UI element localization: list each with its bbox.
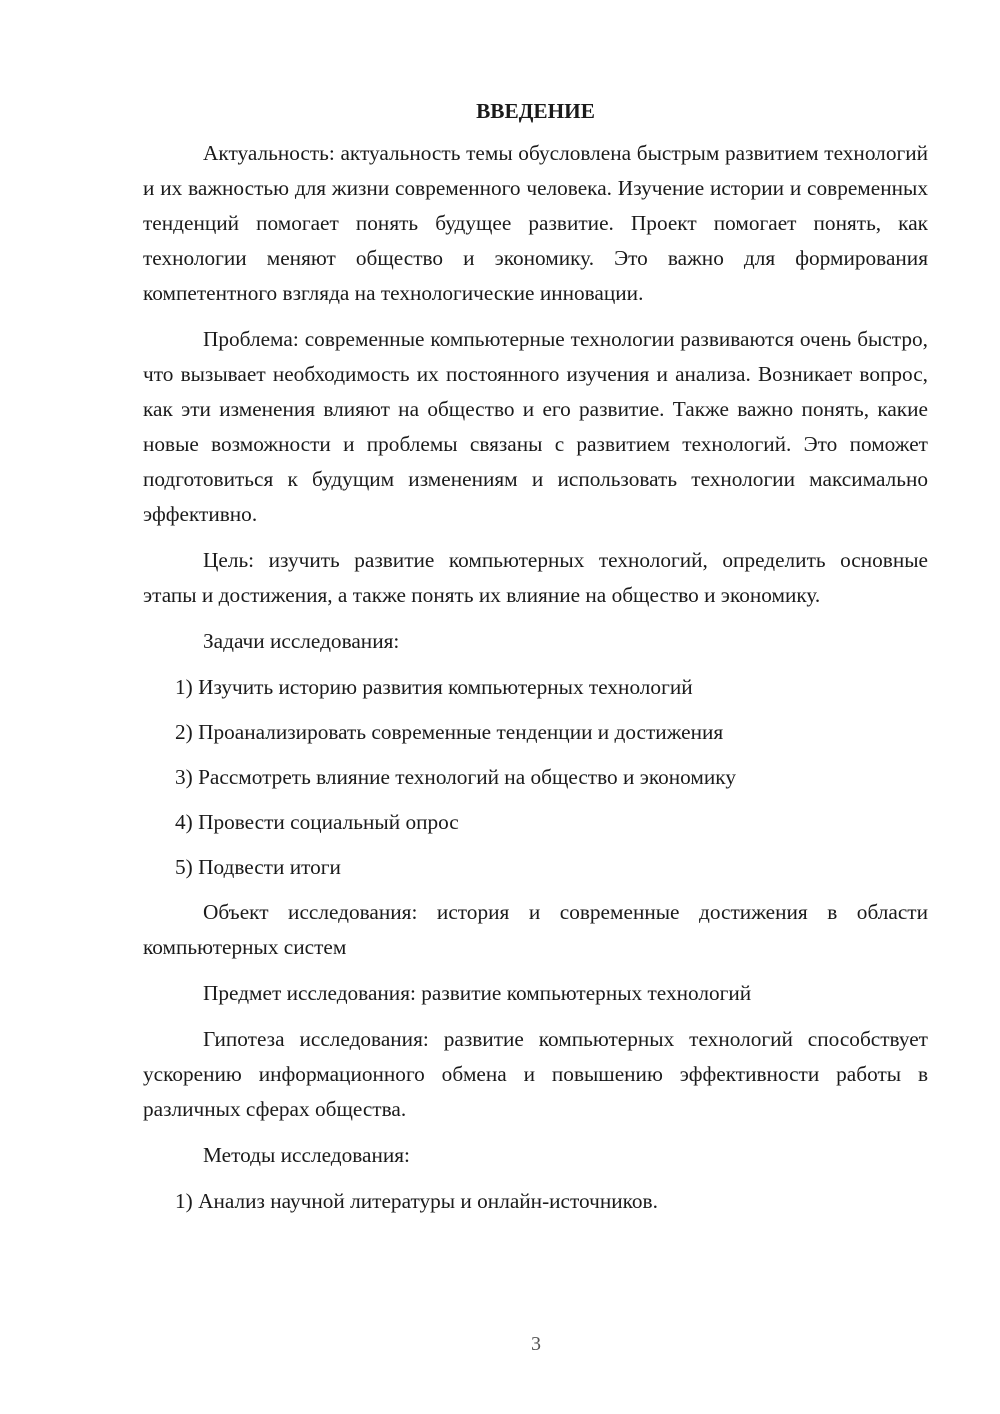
methods-list [143,1184,928,1219]
paragraph-problem: Проблема: современные компьютерные технологии развиваются очень быстро, что вызывает необходимость их постоянного изучения и анализа. Возникает вопрос, как эти изменения влияют на общество и его развитие. Также важно понять, какие новые возможности и проблемы связаны с развитием технологий. Это поможет подготовиться к будущим изменениям и использовать технологии максимально эффективно. [143,327,928,526]
methods-heading: Методы исследования: [203,1143,410,1167]
paragraph-goal: Цель: изучить развитие компьютерных технологий, определить основные этапы и достижения, а также понять их влияние на общество и экономику. [143,548,928,607]
page-number: 3 [531,1333,541,1355]
paragraph-hypothesis: Гипотеза исследования: развитие компьютерных технологий способствует ускорению информационного обмена и повышению эффективности работы в различных сферах общества. [143,1027,928,1121]
list-item: 1) Анализ научной литературы и онлайн-источников. [175,1189,658,1213]
document-body [143,96,928,1229]
list-item: 1) Изучить историю развития компьютерных технологий [175,675,693,699]
tasks-heading: Задачи исследования: [203,629,400,653]
list-item: 2) Проанализировать современные тенденции и достижения [175,720,724,744]
paragraph-subject: Предмет исследования: развитие компьютерных технологий [203,981,752,1005]
paragraph-object: Объект исследования: история и современные достижения в области компьютерных систем [143,900,928,959]
tasks-list [143,670,928,885]
section-title: ВВЕДЕНИЕ [476,99,595,123]
list-item: 4) Провести социальный опрос [175,810,459,834]
list-item: 5) Подвести итоги [175,855,341,879]
paragraph-relevance: Актуальность: актуальность темы обусловлена быстрым развитием технологий и их важностью для жизни современного человека. Изучение истории и современных тенденций помогает понять будущее развитие. Проект помогает понять, как технологии меняют общество и экономику. Это важно для формирования компетентного взгляда на технологические инновации. [143,141,928,305]
list-item: 3) Рассмотреть влияние технологий на общество и экономику [175,765,736,789]
